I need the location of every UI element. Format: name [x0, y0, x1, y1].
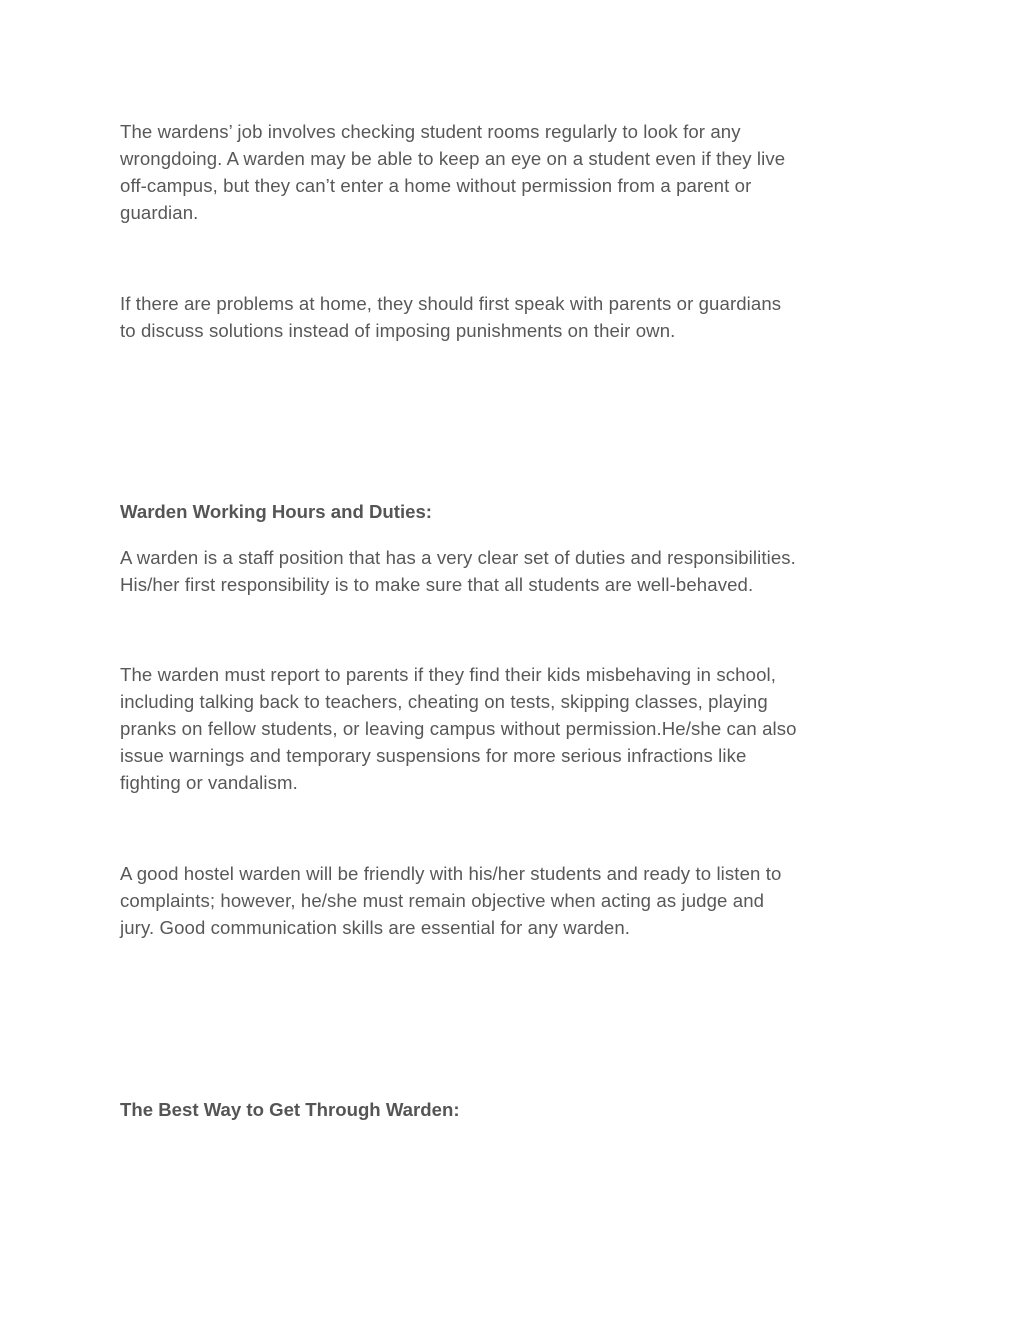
text-line: A warden is a staff position that has a very clear set of duties and responsibilities.: [120, 547, 796, 568]
section-heading-working-hours: Warden Working Hours and Duties:: [120, 501, 432, 522]
text-line: If there are problems at home, they should first speak with parents or guardians: [120, 293, 782, 314]
text-line: The wardens’ job involves checking student rooms regularly to look for any: [120, 121, 741, 142]
text-line: The warden must report to parents if they find their kids misbehaving in school,: [120, 664, 777, 685]
text-line: complaints; however, he/she must remain objective when acting as judge and: [120, 890, 765, 911]
paragraph-good-warden: [120, 860, 910, 941]
text-line: jury. Good communication skills are essential for any warden.: [120, 917, 631, 938]
text-line: to discuss solutions instead of imposing punishments on their own.: [120, 320, 676, 341]
paragraph-staff-position: [120, 544, 910, 598]
text-line: pranks on fellow students, or leaving campus without permission.He/she can also: [120, 718, 797, 739]
text-line: fighting or vandalism.: [120, 772, 298, 793]
text-line: including talking back to teachers, cheating on tests, skipping classes, playing: [120, 691, 768, 712]
paragraph-warden-rooms: [120, 118, 910, 226]
text-line: wrongdoing. A warden may be able to keep an eye on a student even if they live: [120, 148, 786, 169]
paragraph-report-to-parents: [120, 661, 910, 796]
text-line: guardian.: [120, 202, 199, 223]
text-line: off-campus, but they can’t enter a home without permission from a parent or: [120, 175, 752, 196]
text-line: A good hostel warden will be friendly with his/her students and ready to listen to: [120, 863, 782, 884]
paragraph-problems-at-home: [120, 290, 910, 344]
text-line: His/her first responsibility is to make sure that all students are well-behaved.: [120, 574, 754, 595]
text-line: issue warnings and temporary suspensions for more serious infractions like: [120, 745, 747, 766]
section-heading-best-way: The Best Way to Get Through Warden:: [120, 1099, 460, 1120]
